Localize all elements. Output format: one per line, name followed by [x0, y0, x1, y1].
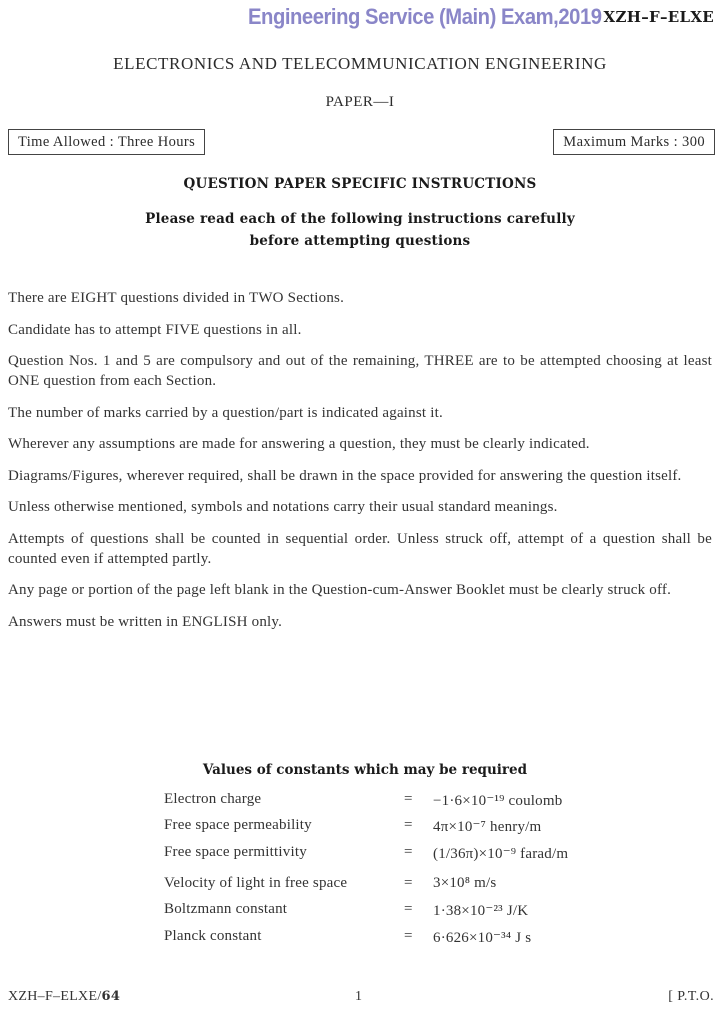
footer-code-prefix: XZH–F–ELXE/	[8, 989, 102, 1004]
constant-value: 3×10⁸ m/s	[433, 875, 497, 891]
constant-name: Free space permeability	[164, 817, 312, 833]
constant-value: 1·38×10⁻²³ J/K	[433, 903, 529, 919]
instruction-item: Diagrams/Figures, wherever required, shall be drawn in the space provided for answering the question itself.	[8, 467, 682, 484]
constant-row	[164, 791, 664, 815]
instructions-list	[8, 288, 712, 643]
constant-row	[164, 901, 664, 925]
constant-value: (1/36π)×10⁻⁹ farad/m	[433, 846, 569, 862]
paper-number: PAPER—I	[325, 94, 395, 110]
subject-title: ELECTRONICS AND TELECOMMUNICATION ENGINEERING	[113, 54, 607, 73]
constant-name: Electron charge	[164, 791, 262, 807]
constant-equals: =	[404, 817, 413, 833]
instruction-item: Attempts of questions shall be counted in sequential order. Unless struck off, attempt of a question shall be counted even if attempted partly.	[8, 530, 712, 567]
time-allowed-box: Time Allowed : Three Hours	[8, 129, 205, 155]
constant-name: Velocity of light in free space	[164, 875, 348, 891]
pto-label: [ P.T.O.	[668, 989, 714, 1004]
constant-row	[164, 928, 664, 952]
constant-name: Free space permittivity	[164, 844, 307, 860]
instruction-item: Any page or portion of the page left blank in the Question-cum-Answer Booklet must be clearly struck off.	[8, 582, 672, 598]
exam-watermark: Engineering Service (Main) Exam,2019	[248, 4, 602, 29]
footer-paper-code	[8, 989, 120, 1005]
page-number: 1	[355, 989, 362, 1004]
constant-value: 4π×10⁻⁷ henry/m	[433, 819, 542, 835]
constants-title: Values of constants which may be required	[202, 762, 528, 778]
footer-code-number: 64	[101, 989, 121, 1004]
paper-code: XZH–F–ELXE	[603, 8, 714, 26]
instructions-subtitle-line1: Please read each of the following instructions carefully	[145, 211, 575, 227]
constant-equals: =	[404, 928, 413, 944]
instruction-item: The number of marks carried by a question/part is indicated against it.	[8, 404, 443, 421]
constant-row	[164, 844, 664, 868]
constant-value: −1·6×10⁻¹⁹ coulomb	[433, 793, 563, 809]
constant-name: Boltzmann constant	[164, 901, 288, 917]
instruction-item: There are EIGHT questions divided in TWO Sections.	[8, 290, 345, 306]
instruction-item: Question Nos. 1 and 5 are compulsory and out of the remaining, THREE are to be attempted choosing at least ONE question from each Section.	[8, 353, 712, 389]
constant-equals: =	[404, 844, 413, 860]
constant-equals: =	[404, 791, 413, 807]
instruction-item: Candidate has to attempt FIVE questions in all.	[8, 321, 302, 338]
instructions-title: QUESTION PAPER SPECIFIC INSTRUCTIONS	[183, 176, 537, 192]
instruction-item: Wherever any assumptions are made for answering a question, they must be clearly indicated.	[8, 436, 590, 452]
instruction-item: Answers must be written in ENGLISH only.	[8, 613, 283, 630]
maximum-marks-box: Maximum Marks : 300	[553, 129, 715, 155]
instructions-subtitle-line2: before attempting questions	[249, 233, 471, 249]
constant-equals: =	[404, 875, 413, 891]
instruction-item: Unless otherwise mentioned, symbols and notations carry their usual standard meanings.	[8, 499, 558, 515]
constant-row	[164, 875, 664, 899]
constant-value: 6·626×10⁻³⁴ J s	[433, 930, 532, 946]
constant-equals: =	[404, 901, 413, 917]
constant-row	[164, 817, 664, 841]
constant-name: Planck constant	[164, 928, 262, 944]
